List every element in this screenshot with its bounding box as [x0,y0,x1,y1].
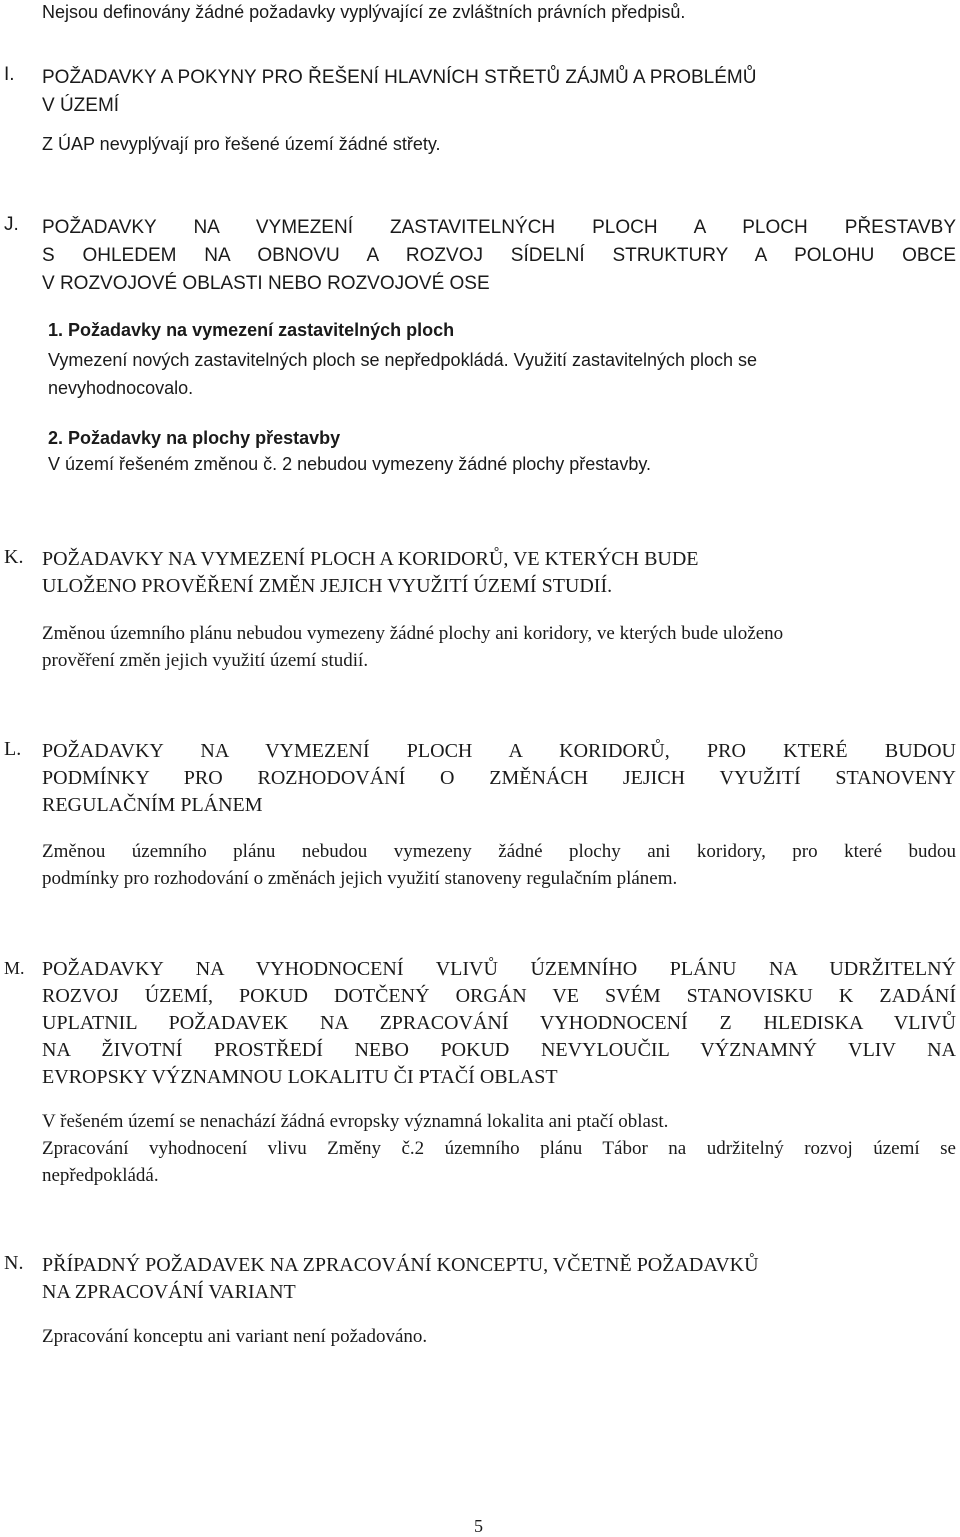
section-l-title-line2: PODMÍNKY PRO ROZHODOVÁNÍ O ZMĚNÁCH JEJICH VYUŽITÍ STANOVENY [42,767,956,789]
section-l-body-line2: podmínky pro rozhodování o změnách jejich využití stanoveny regulačním plánem. [42,868,678,889]
section-j-title-line3: V ROZVOJOVÉ OBLASTI NEBO ROZVOJOVÉ OSE [42,273,490,294]
page-number: 5 [474,1516,483,1536]
section-m-title-line2: ROZVOJ ÚZEMÍ, POKUD DOTČENÝ ORGÁN VE SVÉM STANOVISKU K ZADÁNÍ [42,985,956,1007]
section-k-body-line2: prověření změn jejich využití území studií. [42,650,369,671]
section-j-sub1-body-line2: nevyhodnocovalo. [48,378,194,398]
section-k-body-line1: Změnou územního plánu nebudou vymezeny žádné plochy ani koridory, ve kterých bude uloženo [42,623,784,644]
section-l-title [42,738,956,819]
section-l-letter: L. [4,738,22,760]
section-j-title [42,214,956,298]
section-m-body [42,1108,956,1189]
section-k-title [42,546,699,600]
section-m-title-line4: NA ŽIVOTNÍ PROSTŘEDÍ NEBO POKUD NEVYLOUČIL VÝZNAMNÝ VLIV NA [42,1039,956,1061]
section-k-letter: K. [4,546,24,568]
section-k-title-line1: POŽADAVKY NA VYMEZENÍ PLOCH A KORIDORŮ, VE KTERÝCH BUDE [42,548,699,570]
section-l-body-line1: Změnou územního plánu nebudou vymezeny žádné plochy ani koridory, pro které budou [42,841,956,862]
section-k-body [42,620,783,674]
section-j-sub1-body-line1: Vymezení nových zastavitelných ploch se nepředpokládá. Využití zastavitelných ploch se [48,350,758,370]
section-k-title-line2: ULOŽENO PROVĚŘENÍ ZMĚN JEJICH VYUŽITÍ ÚZEMÍ STUDIÍ. [42,575,613,597]
section-i-title-line1: POŽADAVKY A POKYNY PRO ŘEŠENÍ HLAVNÍCH STŘETŮ ZÁJMŮ A PROBLÉMŮ [42,67,757,88]
section-n-body: Zpracování konceptu ani variant není požadováno. [42,1326,428,1347]
section-j-sub2-body: V území řešeném změnou č. 2 nebudou vymezeny žádné plochy přestavby. [48,454,651,474]
section-j-sub1-body [48,346,757,402]
section-m-title [42,956,956,1091]
section-j-letter: J. [4,214,19,235]
section-i-title [42,64,756,120]
section-i-letter: I. [4,64,15,85]
section-n-title [42,1252,759,1306]
section-j-title-line2: S OHLEDEM NA OBNOVU A ROZVOJ SÍDELNÍ STRUKTURY A POLOHU OBCE [42,245,956,266]
section-n-letter: N. [4,1252,24,1274]
section-m-title-line5: EVROPSKY VÝZNAMNOU LOKALITU ČI PTAČÍ OBLAST [42,1066,558,1088]
section-j-sub2-title: 2. Požadavky na plochy přestavby [48,428,341,448]
section-j-sub1-title: 1. Požadavky na vymezení zastavitelných ploch [48,320,455,340]
section-l-body [42,838,956,892]
intro-text: Nejsou definovány žádné požadavky vyplývající ze zvláštních právních předpisů. [42,2,686,22]
section-m-letter: M. [4,958,25,978]
section-i-body: Z ÚAP nevyplývají pro řešené území žádné střety. [42,134,441,154]
section-n-title-line1: PŘÍPADNÝ POŽADAVEK NA ZPRACOVÁNÍ KONCEPTU, VČETNĚ POŽADAVKŮ [42,1254,759,1276]
section-m-title-line3: UPLATNIL POŽADAVEK NA ZPRACOVÁNÍ VYHODNOCENÍ Z HLEDISKA VLIVŮ [42,1012,956,1034]
section-l-title-line3: REGULAČNÍM PLÁNEM [42,794,263,816]
section-j-title-line1: POŽADAVKY NA VYMEZENÍ ZASTAVITELNÝCH PLOCH A PLOCH PŘESTAVBY [42,217,956,238]
section-m-title-line1: POŽADAVKY NA VYHODNOCENÍ VLIVŮ ÚZEMNÍHO PLÁNU NA UDRŽITELNÝ [42,958,956,980]
section-i-title-line2: V ÚZEMÍ [42,95,120,116]
section-l-title-line1: POŽADAVKY NA VYMEZENÍ PLOCH A KORIDORŮ, PRO KTERÉ BUDOU [42,740,956,762]
section-m-body-line1: V řešeném území se nenachází žádná evropsky významná lokalita ani ptačí oblast. [42,1111,669,1132]
section-m-body-line2: Zpracování vyhodnocení vlivu Změny č.2 územního plánu Tábor na udržitelný rozvoj území se [42,1138,956,1159]
section-n-title-line2: NA ZPRACOVÁNÍ VARIANT [42,1281,296,1303]
section-m-body-line3: nepředpokládá. [42,1165,159,1186]
